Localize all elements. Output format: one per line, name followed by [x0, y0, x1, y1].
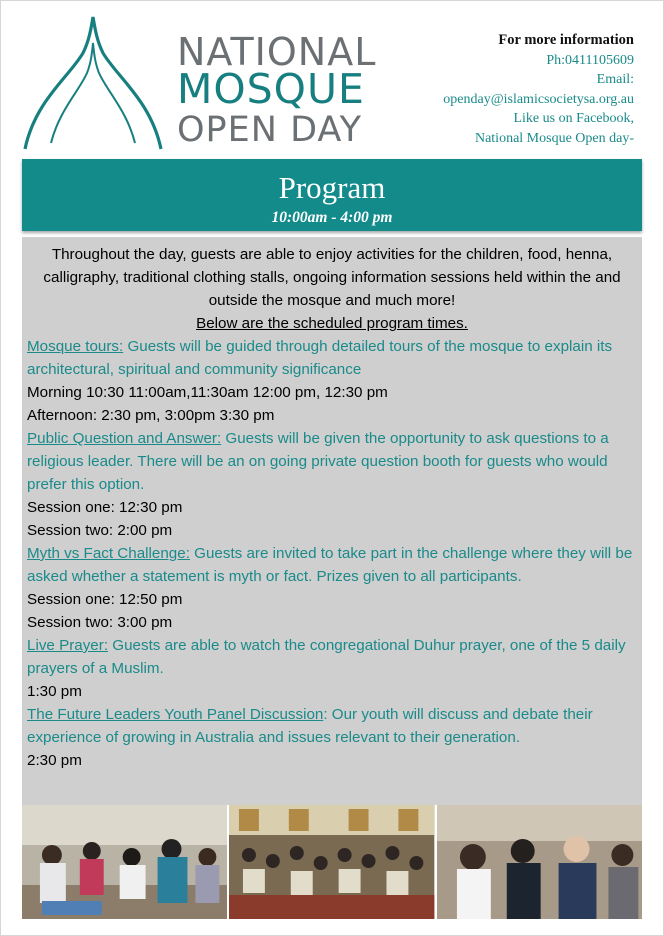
contact-info [443, 31, 634, 148]
contact-email-link[interactable]: openday@islamicsocietysa.org.au [443, 91, 634, 107]
session-time: 2:30 pm [27, 752, 82, 769]
contact-phone: Ph:0411105609 [546, 52, 634, 68]
session-time: Morning 10:30 11:00am,11:30am 12:00 pm, 12:30 pm [27, 384, 388, 401]
schedule-note: Below are the scheduled program times. [196, 315, 468, 332]
national-mosque-open-day-logo [21, 13, 381, 153]
section-title-public-qa[interactable]: Public Question and Answer: [27, 430, 222, 447]
section-live-prayer [27, 634, 636, 680]
dome-icon [21, 13, 171, 153]
session-time: 1:30 pm [27, 683, 82, 700]
photo-guests-seated [437, 805, 642, 919]
section-title-youth-panel[interactable]: The Future Leaders Youth Panel Discussion [27, 706, 324, 723]
session-time: Session two: 3:00 pm [27, 614, 173, 631]
photo-strip [22, 805, 642, 919]
photo-children-activities [22, 805, 227, 919]
sessions-list [22, 335, 642, 772]
session-time: Afternoon: 2:30 pm, 3:00pm 3:30 pm [27, 407, 275, 424]
logo-line-mosque: MOSQUE [177, 65, 365, 113]
intro-text: Throughout the day, guests are able to enjoy activities for the children, food, henna, calligraphy, traditional clothing stalls, ongoing information sessions held within the and outside the mosque and much more! [43, 246, 621, 309]
section-youth-panel [27, 703, 636, 749]
contact-heading: For more information [498, 32, 634, 48]
session-time: Session one: 12:50 pm [27, 591, 183, 608]
section-desc: Guests will be given the opportunity to ask questions to a religious leader. There will be an on going private question booth for guests who would prefer this option. [27, 430, 609, 493]
session-time: Session one: 12:30 pm [27, 499, 183, 516]
section-mosque-tours [27, 335, 636, 381]
intro [22, 237, 642, 335]
section-desc: Guests will be guided through detailed tours of the mosque to explain its architectural, spiritual and community significance [27, 338, 613, 378]
section-title-myth-vs-fact[interactable]: Myth vs Fact Challenge: [27, 545, 190, 562]
section-desc: Guests are able to watch the congregational Duhur prayer, one of the 5 daily prayers of a Muslim. [27, 637, 626, 677]
contact-facebook-line2: National Mosque Open day- [474, 130, 634, 146]
contact-facebook-line1: Like us on Facebook, [513, 111, 634, 126]
program-header-band [22, 159, 642, 231]
program-time: 10:00am - 4:00 pm [271, 209, 393, 226]
section-title-live-prayer[interactable]: Live Prayer: [27, 637, 109, 654]
section-myth-vs-fact [27, 542, 636, 588]
photo-crowd-mosque-hall [229, 805, 434, 919]
section-public-qa [27, 427, 636, 496]
program-title: Program [278, 170, 386, 205]
session-time: Session two: 2:00 pm [27, 522, 173, 539]
contact-email-label: Email: [596, 72, 634, 87]
program-content [22, 237, 642, 805]
section-title-mosque-tours[interactable]: Mosque tours: [27, 338, 124, 355]
section-desc: Guests are invited to take part in the challenge where they will be asked whether a statement is myth or fact. Prizes given to all participants. [27, 545, 633, 585]
logo-line-open-day: OPEN DAY [177, 110, 363, 150]
section-desc: : Our youth will discuss and debate their experience of growing in Australia and issues relevant to their generation. [27, 706, 593, 746]
logo-line-national: NATIONAL [177, 30, 377, 74]
